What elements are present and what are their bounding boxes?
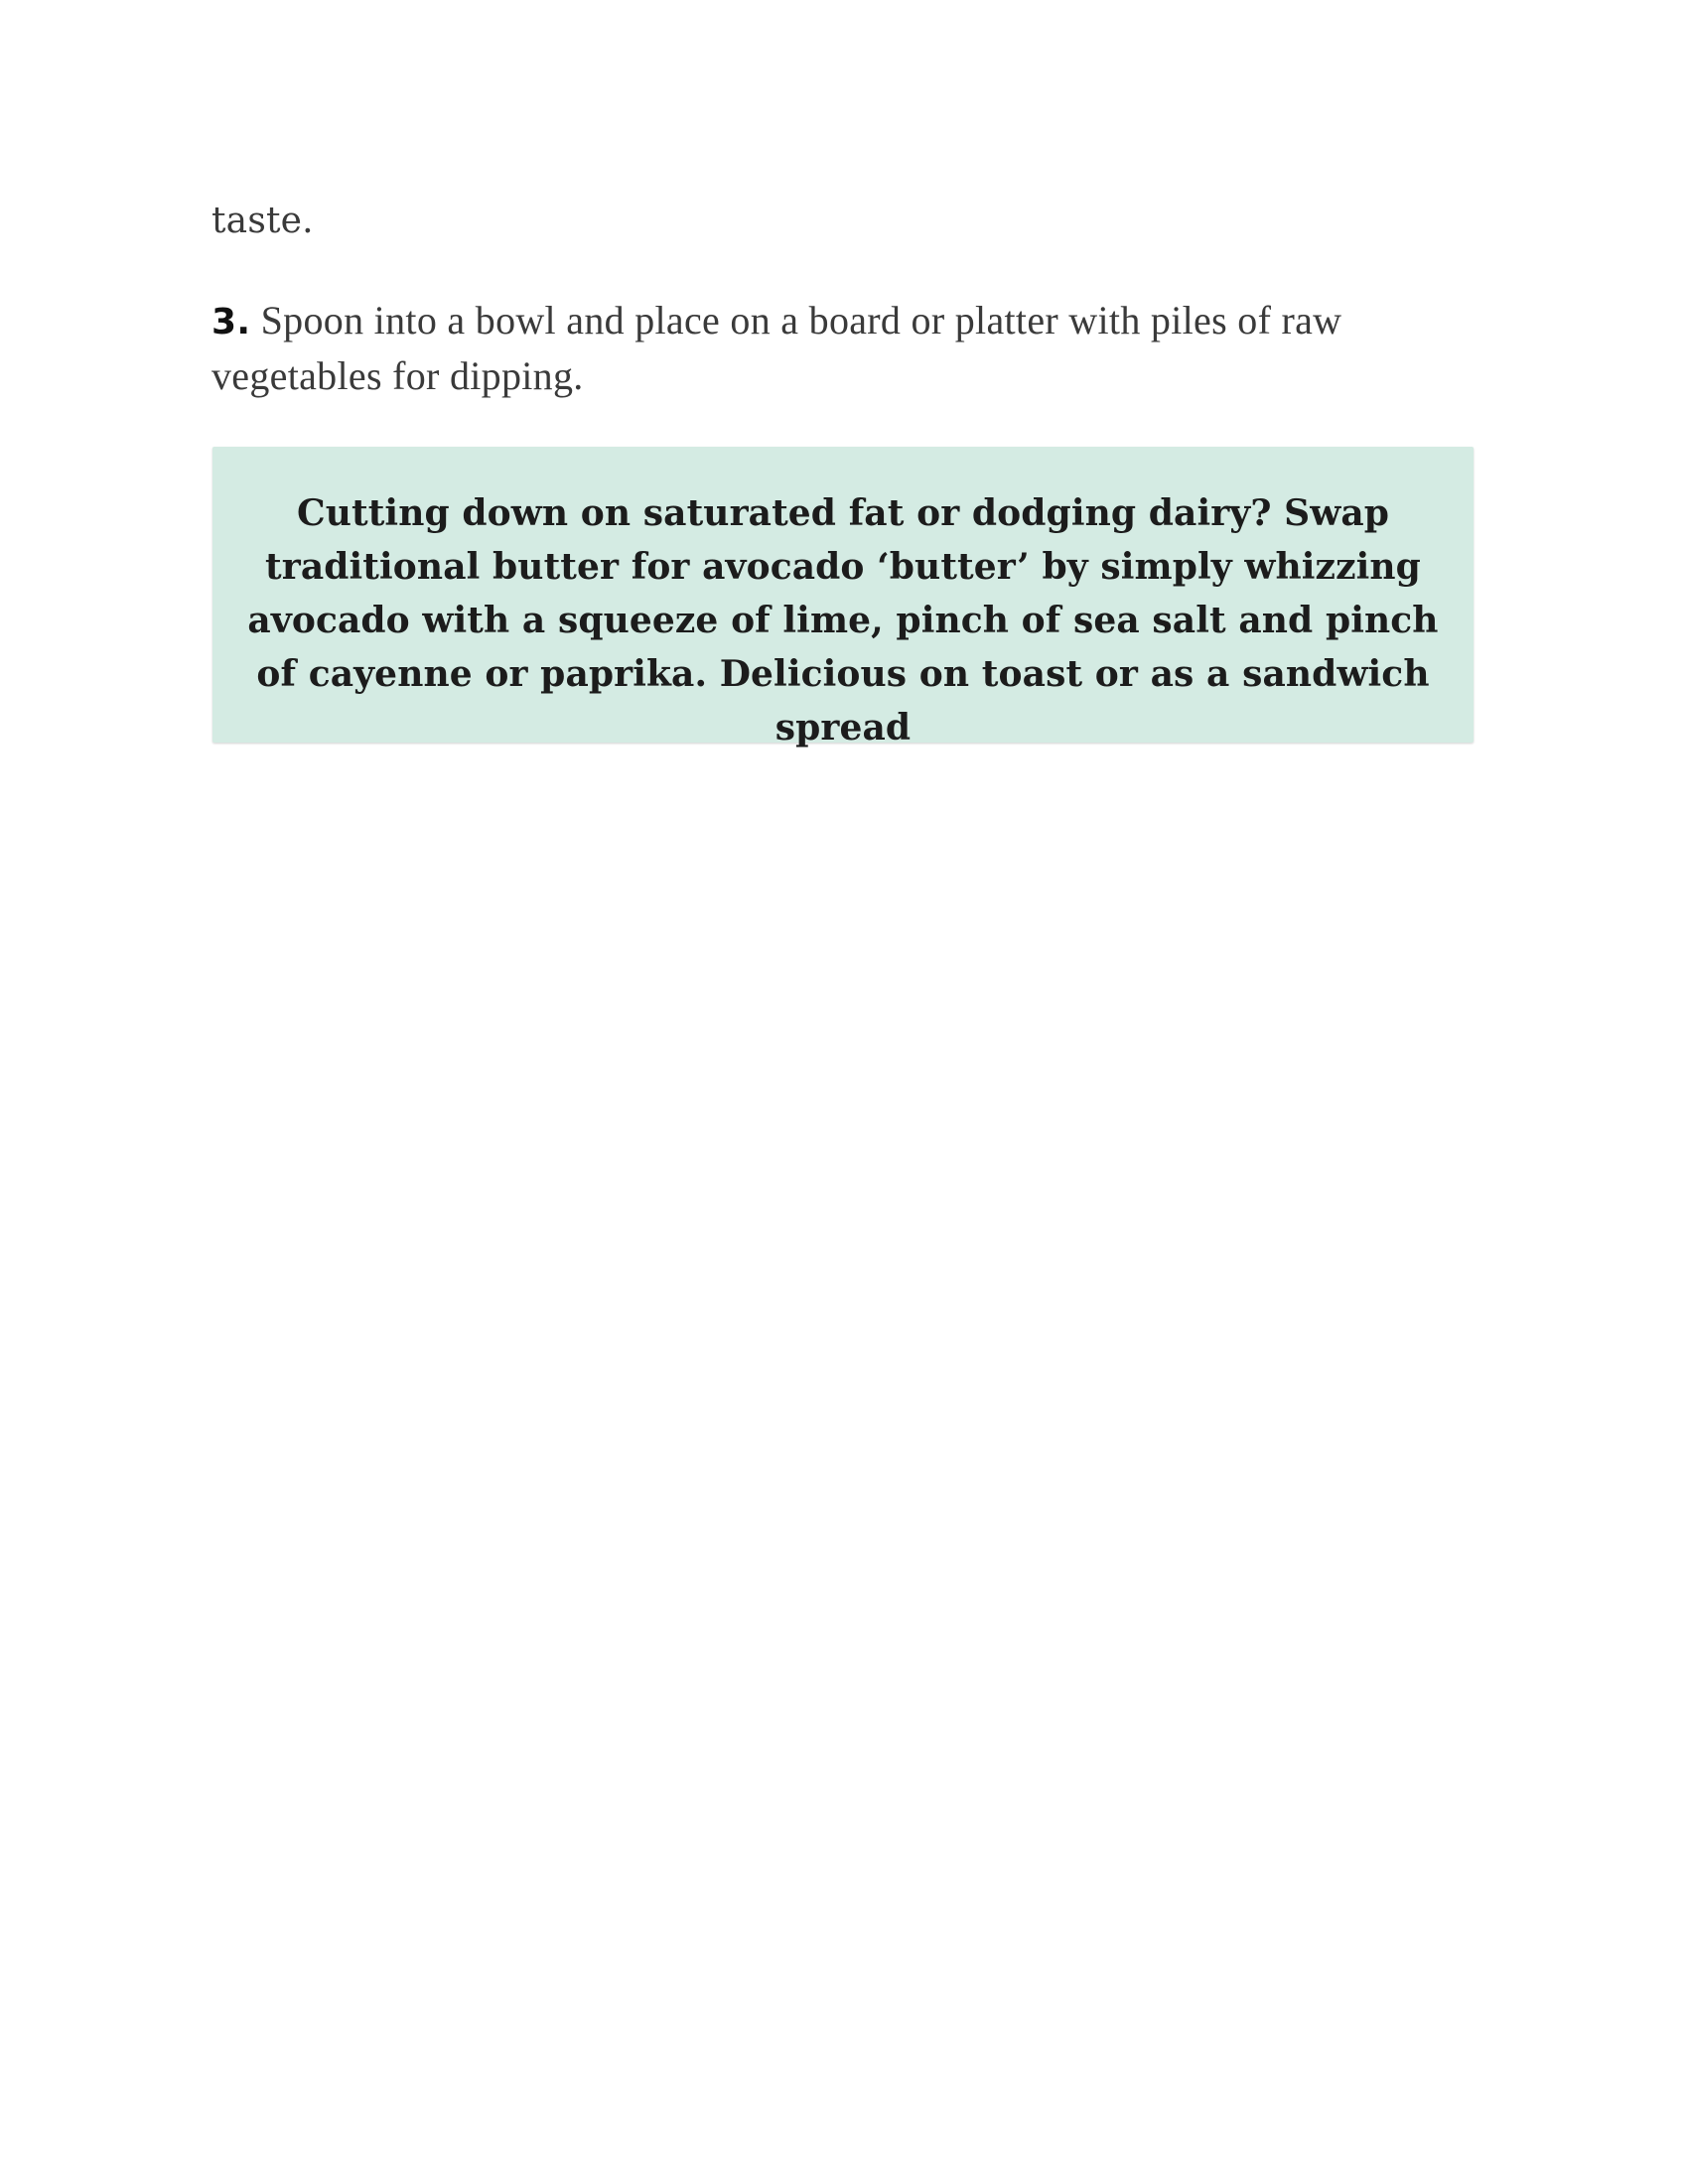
step-number: 3. bbox=[211, 302, 251, 342]
step-text: Spoon into a bowl and place on a board or platter with piles of raw vegetables for dipping. bbox=[211, 298, 1342, 398]
continued-paragraph: taste. bbox=[211, 201, 314, 241]
tip-callout-box bbox=[212, 447, 1474, 749]
tip-text: Cutting down on saturated fat or dodging dairy? Swap traditional butter for avocado ‘butter’ by simply whizzing avocado with a squeeze of lime, pinch of sea salt and pinch of cayenne or paprika. Delicious on toast or as a sandwich spread bbox=[247, 492, 1439, 749]
method-step-3 bbox=[211, 294, 1482, 403]
